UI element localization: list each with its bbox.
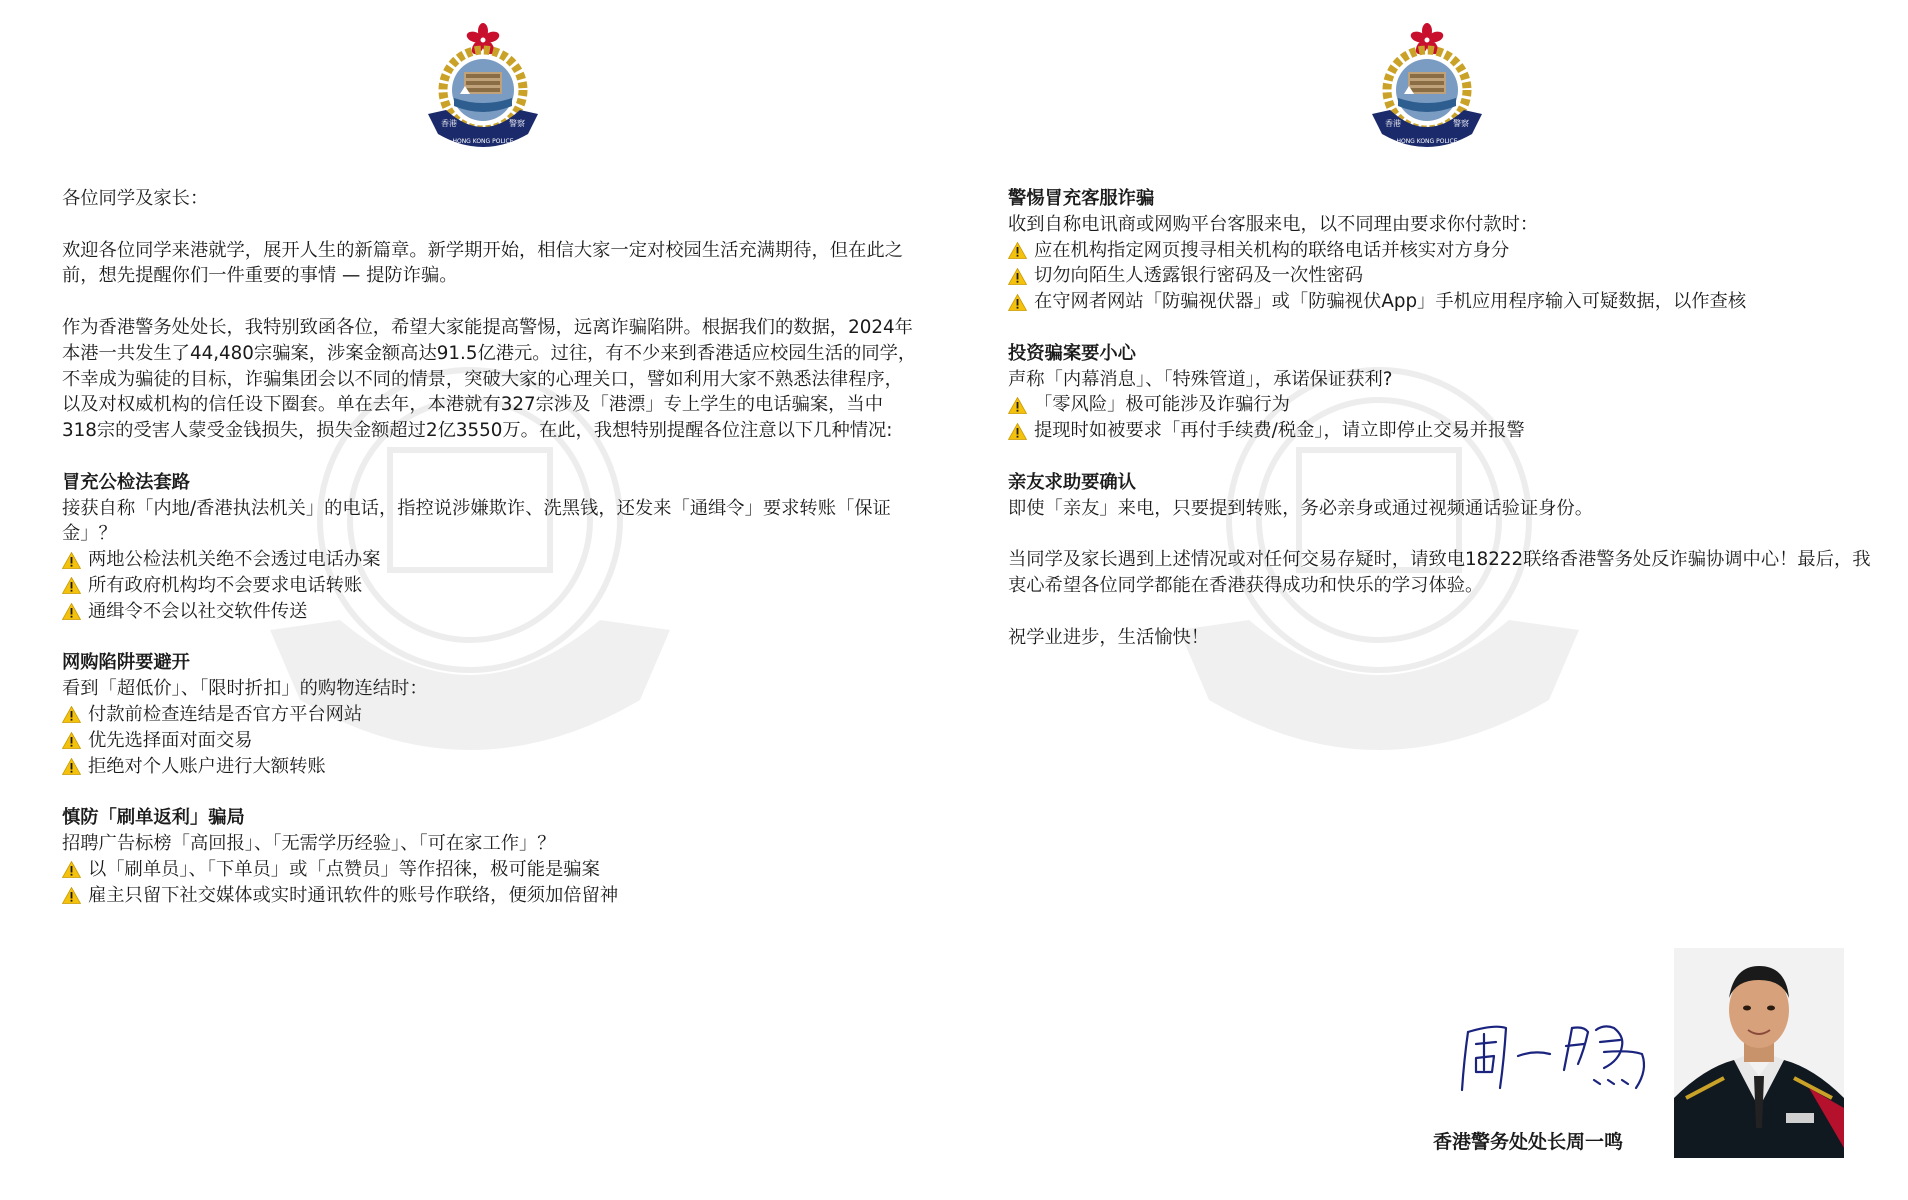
section-lead: 即使「亲友」来电，只要提到转账，务必亲身或通过视频通话验证身份。 xyxy=(1008,497,1593,519)
letter-body-left xyxy=(62,186,917,908)
police-emblem-logo xyxy=(1368,22,1486,162)
greeting: 各位同学及家长： xyxy=(62,188,209,209)
section-lead: 招聘广告标榜「高回报」、「无需学历经验」、「可在家工作」？ xyxy=(62,832,556,854)
emblem-ribbon-text: HONG KONG POLICE xyxy=(452,138,514,145)
warning-icon xyxy=(62,758,81,775)
tip-text: 提现时如被要求「再付手续费/税金」，请立即停止交易并报警 xyxy=(1034,420,1525,442)
tip-text: 雇主只留下社交媒体或实时通讯软件的账号作联络，便须加倍留神 xyxy=(88,884,619,906)
letter-page-right xyxy=(954,0,1908,1200)
section-lead: 收到自称电讯商或网购平台客服来电，以不同理由要求你付款时： xyxy=(1008,213,1539,235)
tip-item xyxy=(62,702,917,728)
warning-icon xyxy=(1008,242,1027,259)
warning-icon xyxy=(1008,397,1027,414)
emblem-text-police-zh: 警察 xyxy=(509,119,525,128)
tip-text: 「零风险」极可能涉及诈骗行为 xyxy=(1034,394,1290,416)
tip-text: 付款前检查连结是否官方平台网站 xyxy=(88,703,363,725)
tip-text: 拒绝对个人账户进行大额转账 xyxy=(88,755,326,777)
emblem-text-police-zh: 警察 xyxy=(1453,119,1469,128)
tip-item xyxy=(1008,263,1888,289)
section-heading-customer-service: 警惕冒充客服诈骗 xyxy=(1008,188,1155,209)
tip-item xyxy=(1008,418,1888,444)
tip-item xyxy=(62,599,917,625)
handwritten-signature xyxy=(1454,1010,1654,1100)
section-lead: 声称「内幕消息」、「特殊管道」，承诺保证获利? xyxy=(1008,368,1393,390)
warning-icon xyxy=(62,861,81,878)
police-emblem-logo xyxy=(424,22,542,162)
tip-item xyxy=(62,754,917,780)
tip-item xyxy=(62,728,917,754)
tip-item xyxy=(1008,392,1888,418)
tip-text: 优先选择面对面交易 xyxy=(88,729,253,751)
letter-body-right xyxy=(1008,186,1888,650)
warning-icon xyxy=(62,732,81,749)
section-heading-friends-family: 亲友求助要确认 xyxy=(1008,471,1136,493)
warning-icon xyxy=(62,603,81,620)
tip-item xyxy=(62,883,917,909)
warning-icon xyxy=(62,552,81,569)
warning-icon xyxy=(1008,423,1027,440)
tip-text: 两地公检法机关绝不会透过电话办案 xyxy=(88,549,381,571)
warning-icon xyxy=(1008,268,1027,285)
signer-name: 香港警务处处长周一鸣 xyxy=(1433,1131,1624,1153)
intro-paragraph: 欢迎各位同学来港就学，展开人生的新篇章。新学期开始，相信大家一定对校园生活充满期待，但在此之前，想先提醒你们一件重要的事情 — 提防诈骗。 xyxy=(62,239,903,287)
section-lead: 看到「超低价」、「限时折扣」的购物连结时： xyxy=(62,678,428,700)
emblem-text-hongkong-zh: 香港 xyxy=(441,119,457,128)
tip-text: 所有政府机构均不会要求电话转账 xyxy=(88,574,363,596)
closing-wishes: 祝学业进步，生活愉快！ xyxy=(1008,626,1210,648)
tip-item xyxy=(62,857,917,883)
section-heading-investment: 投资骗案要小心 xyxy=(1008,342,1136,364)
tip-text: 在守网者网站「防骗视伏器」或「防骗视伏App」手机应用程序输入可疑数据，以作查核 xyxy=(1034,291,1747,313)
tip-text: 应在机构指定网页搜寻相关机构的联络电话并核实对方身分 xyxy=(1034,239,1510,261)
tip-item xyxy=(62,547,917,573)
emblem-ribbon-text: HONG KONG POLICE xyxy=(1396,138,1458,145)
closing-paragraph: 当同学及家长遇到上述情况或对任何交易存疑时，请致电18222联络香港警务处反诈骗协调中心！最后，我衷心希望各位同学都能在香港获得成功和快乐的学习体验。 xyxy=(1008,549,1871,596)
commissioner-portrait xyxy=(1674,948,1844,1158)
warning-icon xyxy=(62,577,81,594)
warning-icon xyxy=(1008,294,1027,311)
tip-item xyxy=(1008,289,1888,315)
section-heading-online-shopping: 网购陷阱要避开 xyxy=(62,652,190,674)
section-heading-task-scam: 慎防「刷单返利」骗局 xyxy=(62,807,245,829)
tip-text: 以「刷单员」、「下单员」或「点赞员」等作招徕，极可能是骗案 xyxy=(88,858,600,880)
warning-icon xyxy=(62,887,81,904)
statistics-paragraph: 作为香港警务处处长，我特别致函各位，希望大家能提高警惕，远离诈骗陷阱。根据我们的数据，2024年本港一共发生了44,480宗骗案，涉案金额高达91.5亿港元。过往，有不少来到香港适应校园生活的同学，不幸成为骗徒的目标，诈骗集团会以不同的情景，突破大家的心理关口，譬如利用大家不熟悉法律程序，以及对权威机构的信任设下圈套。单在去年，本港就有327宗涉及「港漂」专上学生的电话骗案，当中318宗的受害人蒙受金钱损失，损失金额超过2亿3550万。在此，我想特别提醒各位注意以下几种情况: xyxy=(62,316,917,442)
tip-item xyxy=(62,573,917,599)
warning-icon xyxy=(62,706,81,723)
section-lead: 接获自称「内地/香港执法机关」的电话，指控说涉嫌欺诈、洗黑钱，还发来「通缉令」要求转账「保证金」？ xyxy=(62,497,891,545)
emblem-text-hongkong-zh: 香港 xyxy=(1385,119,1401,128)
tip-text: 切勿向陌生人透露银行密码及一次性密码 xyxy=(1034,265,1364,287)
section-heading-impersonation: 冒充公检法套路 xyxy=(62,471,190,493)
tip-text: 通缉令不会以社交软件传送 xyxy=(88,600,308,622)
tip-item xyxy=(1008,238,1888,264)
